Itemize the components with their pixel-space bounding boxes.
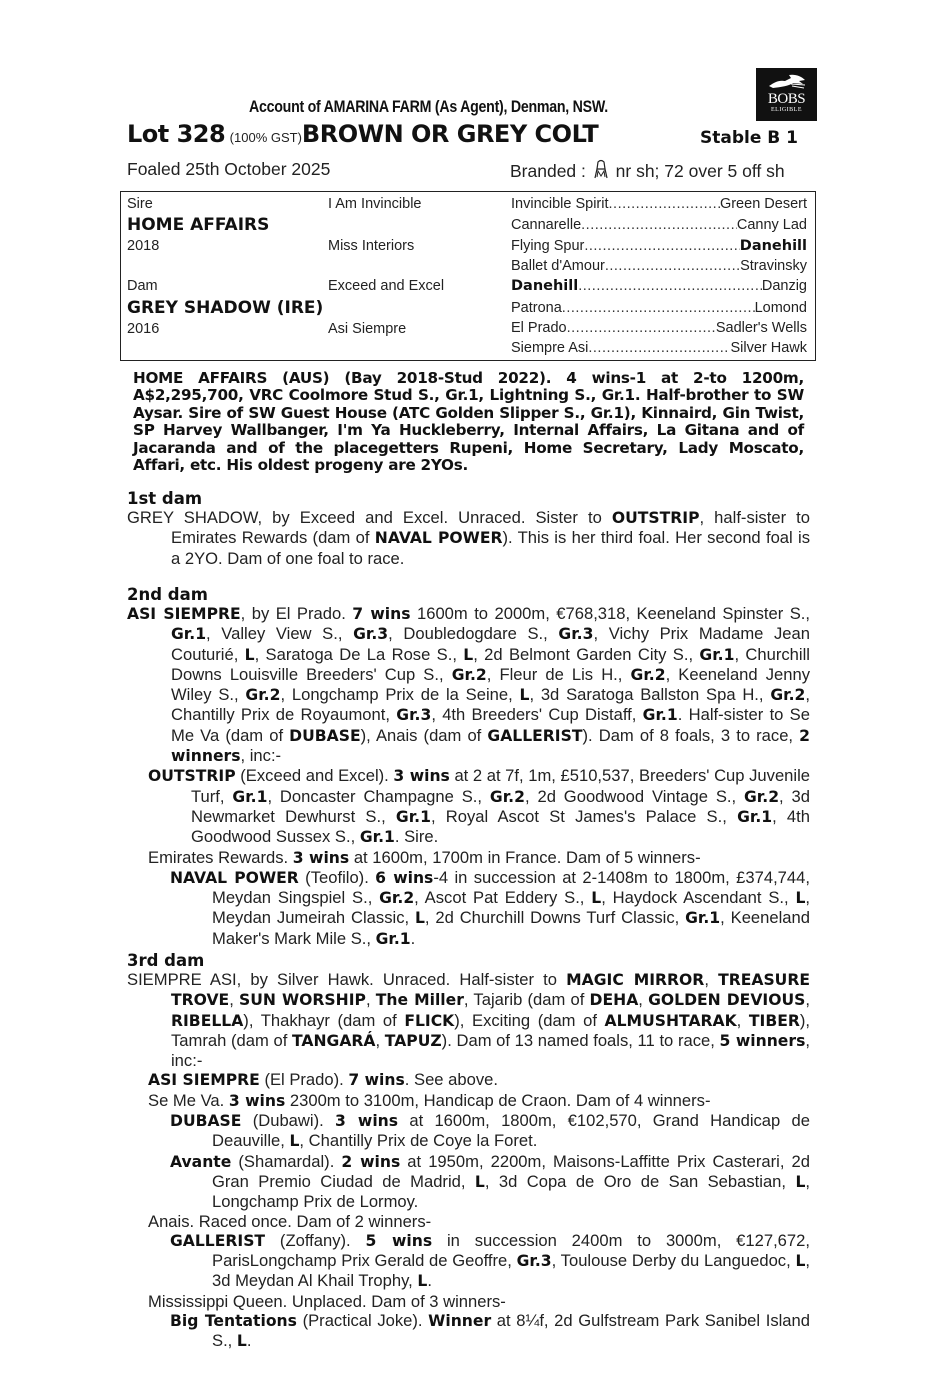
branded-label: Branded :	[510, 161, 586, 181]
dam-name: GREY SHADOW (IRE)	[127, 298, 324, 318]
ancestor-right: Stravinsky	[740, 258, 807, 274]
ancestor-row	[511, 196, 807, 212]
foaled-date: Foaled 25th October 2025	[127, 159, 331, 179]
ancestor-row	[511, 217, 807, 233]
section-title: 2nd dam	[127, 585, 208, 604]
ancestor-right: Sadler's Wells	[715, 320, 807, 336]
sire-summary: HOME AFFAIRS (AUS) (Bay 2018-Stud 2022). 4 wins-1 at 2-to 1200m, A$2,295,700, VRC Coolmore Stud S., Gr.1, Lightning S., Gr.1. Half-brother to SW Aysar. Sire of SW Guest House (ATC Golden Slipper S., Gr.1), Kinnaird, Gin Twist, SP Harvey Wallbanger, I'm Ya Huckleberry, Internal Affairs, La Gitana and of Jacaranda and of the placegetters Rupeni, Home Secretary, Lady Moscato, Affari, etc. His oldest progeny are 2YOs.	[133, 369, 804, 475]
ancestor-right: Green Desert	[719, 196, 807, 212]
progeny-avante: Avante (Shamardal). 2 wins at 1950m, 2200m, Maisons-Laffitte Prix Casterari, 2d Gran Premio Ciudad de Madrid, L, 3d Copa de Oro de San Sebastian, L, Longchamp Prix de Lormoy.	[170, 1151, 810, 1212]
progeny-emirates-rewards: Emirates Rewards. 3 wins at 1600m, 1700m in France. Dam of 5 winners-	[148, 847, 701, 867]
ancestor-row	[511, 320, 807, 336]
second-dam-text: ASI SIEMPRE, by El Prado. 7 wins 1600m to 2000m, €768,318, Keeneland Spinster S., Gr.1, Valley View S., Gr.3, Doubledogdare S., Gr.3, Vichy Prix Madame Jean Couturié, L, Saratoga De La Rose S., L, 2d Belmont Garden City S., Gr.1, Churchill Downs Louisville Breeders' Cup S., Gr.2, Fleur de Lis H., Gr.2, Keeneland Jenny Wiley S., Gr.2, Longchamp Prix de la Seine, L, 3d Saratoga Ballston Spa H., Gr.2, Chantilly Prix de Royaumont, Gr.3, 4th Breeders' Cup Distaff, Gr.1. Half-sister to Se Me Va (dam of DUBASE), Anais (dam of GALLERIST). Dam of 8 foals, 3 to race, 2 winners, inc:-	[127, 604, 810, 766]
gst-note: (100% GST)	[229, 130, 302, 145]
ancestor-row	[511, 278, 807, 294]
ancestor-right: Canny Lad	[736, 217, 807, 233]
progeny-outstrip: OUTSTRIP (Exceed and Excel). 3 wins at 2 at 7f, 1m, £510,537, Breeders' Cup Juvenile Turf, Gr.1, Doncaster Champagne S., Gr.2, 2d Goodwood Vintage S., Gr.2, 3d Newmarket Dewhurst S., Gr.1, Royal Ascot St James's Palace S., Gr.1, 4th Goodwood Sussex S., Gr.1. Sire.	[148, 766, 811, 847]
stable-location: Stable B 1	[700, 128, 798, 148]
brand-detail: nr sh; 72 over 5 off sh	[615, 161, 785, 181]
progeny-anais: Anais. Raced once. Dam of 2 winners-	[148, 1211, 432, 1231]
progeny-gallerist: GALLERIST (Zoffany). 5 wins in succession 2400m to 3000m, €127,672, ParisLongchamp Prix Gerald de Geoffre, Gr.3, Toulouse Derby du Languedoc, L, 3d Meydan Al Khail Trophy, L.	[170, 1230, 810, 1291]
ancestor-right: Silver Hawk	[730, 340, 807, 356]
ancestor-left: Siempre Asi	[511, 340, 589, 356]
sire-name: HOME AFFAIRS	[127, 215, 270, 235]
ancestor-left: Ballet d'Amour	[511, 258, 605, 274]
section-title: 3rd dam	[127, 951, 205, 970]
leader-dots	[581, 217, 737, 233]
ancestor-row	[511, 258, 807, 274]
progeny-naval-power: NAVAL POWER (Teofilo). 6 wins-4 in succession at 2-1408m to 1800m, £374,744, Meydan Singspiel S., Gr.2, Ascot Pat Eddery S., L, Haydock Ascendant S., L, Meydan Jumeirah Classic, L, 2d Churchill Downs Turf Classic, Gr.1, Keeneland Maker's Mark Mile S., Gr.1.	[170, 867, 810, 948]
ancestor-row	[511, 238, 807, 254]
progeny-se-me-va: Se Me Va. 3 wins 2300m to 3100m, Handicap de Craon. Dam of 4 winners-	[148, 1090, 711, 1110]
dam-sire: Exceed and Excel	[328, 278, 445, 294]
ancestor-left: Cannarelle	[511, 217, 582, 233]
third-dam-text: SIEMPRE ASI, by Silver Hawk. Unraced. Half-sister to MAGIC MIRROR, TREASURE TROVE, SUN WORSHIP, The Miller, Tajarib (dam of DEHA, GOLDEN DEVIOUS, RIBELLA), Thakhayr (dam of FLICK), Exciting (dam of ALMUSHTARAK, TIBER), Tamrah (dam of TANGARÁ, TAPUZ). Dam of 13 named foals, 11 to race, 5 winners, inc:-	[127, 970, 811, 1071]
lot-number: Lot 328	[127, 120, 226, 148]
leader-dots	[605, 258, 740, 274]
ancestor-right: Lomond	[754, 300, 807, 316]
leader-dots	[578, 278, 762, 294]
ancestor-left: El Prado	[511, 320, 567, 336]
horse-description: BROWN OR GREY COLT	[301, 120, 599, 148]
logo-text-bobs: BOBS	[767, 91, 806, 107]
dam-year: 2016	[127, 321, 160, 337]
third-dam-section	[127, 951, 810, 1352]
brand-info	[510, 159, 785, 182]
first-dam-section	[127, 489, 810, 568]
pedigree-table	[120, 191, 816, 361]
leader-dots	[562, 300, 755, 316]
dam-dam: Asi Siempre	[328, 321, 407, 337]
ancestor-left: Invincible Spirit	[511, 196, 609, 212]
ancestor-row	[511, 340, 807, 356]
bobs-eligible-logo	[756, 68, 817, 121]
dam-label: Dam	[127, 278, 158, 294]
ancestor-right: Danehill	[739, 238, 807, 254]
lot-heading	[127, 120, 598, 148]
second-dam-section	[127, 585, 810, 949]
ancestor-row	[511, 300, 807, 316]
first-dam-text: GREY SHADOW, by Exceed and Excel. Unraced. Sister to OUTSTRIP, half-sister to Emirates Rewards (dam of NAVAL POWER). This is her third foal. Her second foal is a 2YO. Dam of one foal to race.	[127, 508, 810, 568]
leader-dots	[588, 340, 730, 356]
horse-head-icon	[765, 72, 809, 92]
progeny-big-tentations: Big Tentations (Practical Joke). Winner at 8¼f, 2d Gulfstream Park Sanibel Island S., L.	[170, 1311, 810, 1351]
progeny-mississippi-queen: Mississippi Queen. Unplaced. Dam of 3 winners-	[148, 1291, 506, 1311]
ancestor-right: Danzig	[761, 278, 807, 294]
ancestor-left: Flying Spur	[511, 238, 585, 254]
leader-dots	[609, 196, 720, 212]
sire-dam: Miss Interiors	[328, 238, 415, 254]
progeny-asi-siempre: ASI SIEMPRE (El Prado). 7 wins. See above.	[148, 1070, 498, 1090]
leader-dots	[584, 238, 739, 254]
ancestor-left: Patrona	[511, 300, 562, 316]
sire-label: Sire	[127, 196, 153, 212]
progeny-dubase: DUBASE (Dubawi). 3 wins at 1600m, 1800m, €102,570, Grand Handicap de Deauville, L, Chantilly Prix de Coye la Foret.	[170, 1111, 810, 1151]
vendor-account: Account of AMARINA FARM (As Agent), Denman, NSW.	[249, 98, 608, 116]
sire-sire: I Am Invincible	[328, 196, 422, 212]
logo-text-eligible: ELIGIBLE	[771, 107, 802, 113]
am-brand-icon	[591, 159, 611, 179]
section-title: 1st dam	[127, 489, 203, 508]
sire-year: 2018	[127, 238, 160, 254]
ancestor-left: Danehill	[511, 278, 579, 294]
leader-dots	[567, 320, 716, 336]
